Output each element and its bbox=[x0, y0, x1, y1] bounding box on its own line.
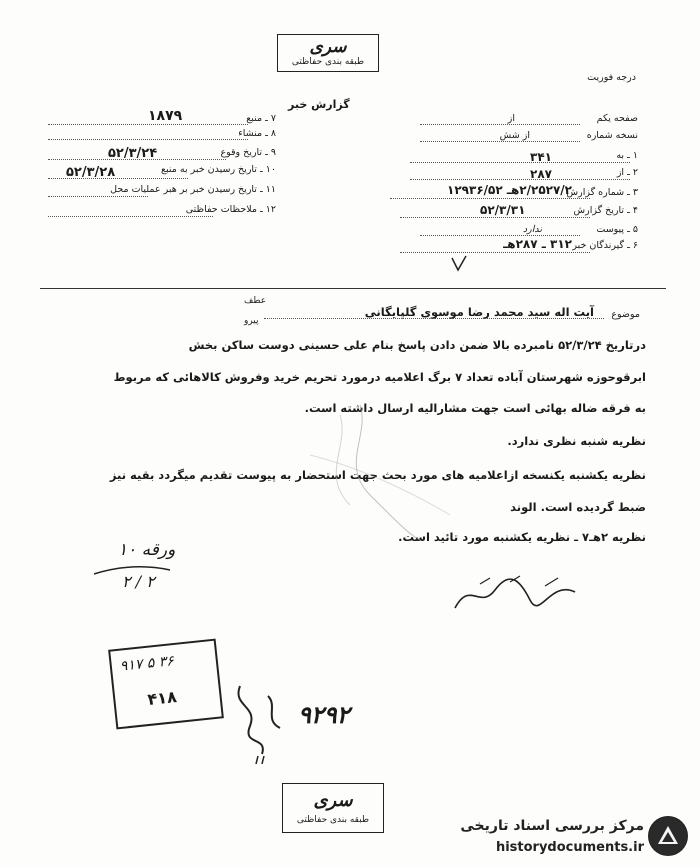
field-label: ۱۰ ـ تاریخ رسیدن خبر به منبع bbox=[161, 164, 276, 175]
field-label: ۹ ـ تاریخ وقوع bbox=[220, 147, 276, 158]
field-value: از bbox=[507, 113, 515, 124]
body-line: درتاریخ ۵۲/۳/۲۴ نامبرده بالا ضمن دادن پاسخ بنام علی حسینی دوست ساکن بخش bbox=[188, 338, 646, 352]
watermark-logo-icon bbox=[648, 816, 688, 856]
handwritten-number: ۹۲۹۲ bbox=[298, 700, 350, 729]
body-line: نظریه ۲هـ۷ ـ نظریه یکشنبه مورد تائید است. bbox=[398, 530, 646, 544]
top-stamp-text: سری bbox=[309, 37, 347, 57]
field-label: ۵ ـ پیوست bbox=[596, 224, 638, 235]
bottom-classification-stamp bbox=[282, 783, 384, 833]
subject-side-top: عطف bbox=[244, 296, 267, 306]
watermark-title: مرکز بررسی اسناد تاریخی bbox=[460, 818, 644, 834]
field-value: ۲۸۷ bbox=[530, 167, 552, 181]
field-label: ۷ ـ منبع bbox=[246, 113, 276, 124]
bottom-stamp-text: سری bbox=[313, 790, 353, 811]
top-stamp-sub: طبقه بندی حفاظتی bbox=[291, 57, 365, 67]
field-label: ۸ ـ منشاء bbox=[238, 128, 276, 139]
field-label: ۱۱ ـ تاریخ رسیدن خبر بر هبر عملیات محل bbox=[110, 184, 276, 195]
field-label: ۲ ـ از bbox=[616, 167, 638, 178]
top-classification-stamp bbox=[277, 34, 379, 72]
received-stamp-line-2: ۴۱۸ bbox=[146, 687, 178, 709]
subject-value: آیت اله سید محمد رضا موسوی گلپایگانی bbox=[364, 305, 594, 319]
field-value: ۵۲/۳/۳۱ bbox=[480, 203, 526, 217]
separator-line bbox=[40, 288, 666, 289]
handwritten-underline bbox=[92, 560, 172, 580]
body-line: ضبط گردیده است. الوند bbox=[510, 500, 646, 514]
received-stamp bbox=[108, 639, 224, 730]
handwritten-note: ۲ / ۲ bbox=[122, 572, 155, 591]
field-value: ۱۸۷۹ bbox=[148, 108, 183, 124]
field-label: ۶ ـ گیرندگان خبر bbox=[572, 240, 638, 251]
watermark-url: historydocuments.ir bbox=[495, 840, 644, 855]
field-value: ۲/۲۵۲۷/۲هـ ۱۲۹۳۶/۵۲ bbox=[447, 183, 572, 197]
handwritten-note: ۱۰ ورقه bbox=[118, 540, 176, 560]
body-line: به فرقه ضاله بهائی است جهت مشارالیه ارسال داشته است. bbox=[304, 401, 646, 415]
field-label: ۳ ـ شماره گزارش bbox=[566, 187, 638, 198]
field-label: ۴ ـ تاریخ گزارش bbox=[573, 205, 638, 216]
report-title: گزارش خبر bbox=[288, 98, 350, 111]
received-stamp-line-1: ۹۱۷ ۵ ۳۶ bbox=[119, 653, 175, 675]
field-value: ۳۴۱ bbox=[530, 150, 552, 164]
field-value: ۵۲/۳/۲۴ bbox=[108, 146, 158, 161]
subject-side-bottom: پیرو bbox=[244, 316, 259, 326]
field-label: نسخه شماره bbox=[586, 130, 638, 141]
signature bbox=[450, 570, 580, 620]
body-line: نظریه شنبه نظری ندارد. bbox=[507, 434, 646, 448]
field-value: ۵۲/۳/۲۸ bbox=[66, 165, 116, 180]
handwritten-scrawl bbox=[228, 676, 298, 766]
bottom-stamp-sub: طبقه بندی حفاظتی bbox=[296, 815, 370, 825]
field-label: صفحه یکم bbox=[596, 113, 638, 124]
faint-stamp-mark bbox=[250, 395, 470, 545]
urgency-label: درجه فوریت bbox=[587, 72, 636, 83]
checkmark-scribble bbox=[448, 254, 470, 276]
field-value: از شش bbox=[499, 130, 530, 141]
field-label: ۱ ـ به bbox=[616, 150, 638, 161]
field-label: ۱۲ ـ ملاحظات حفاظتی bbox=[185, 204, 276, 215]
body-line: ابرقوحوزه شهرستان آباده تعداد ۷ برگ اعلامیه درمورد تحریم خرید وفروش کالاهائی که مربوط bbox=[113, 370, 646, 384]
subject-label: موضوع bbox=[611, 309, 640, 320]
body-line: نظریه یکشنبه یکنسخه ازاعلامیه های مورد بحث جهت استحضار به پیوست تقدیم میگردد بقیه نیز bbox=[109, 468, 646, 482]
field-value: ندارد bbox=[522, 224, 542, 235]
field-value: ۳۱۲ ـ ۲۸۷هـ bbox=[503, 237, 572, 251]
